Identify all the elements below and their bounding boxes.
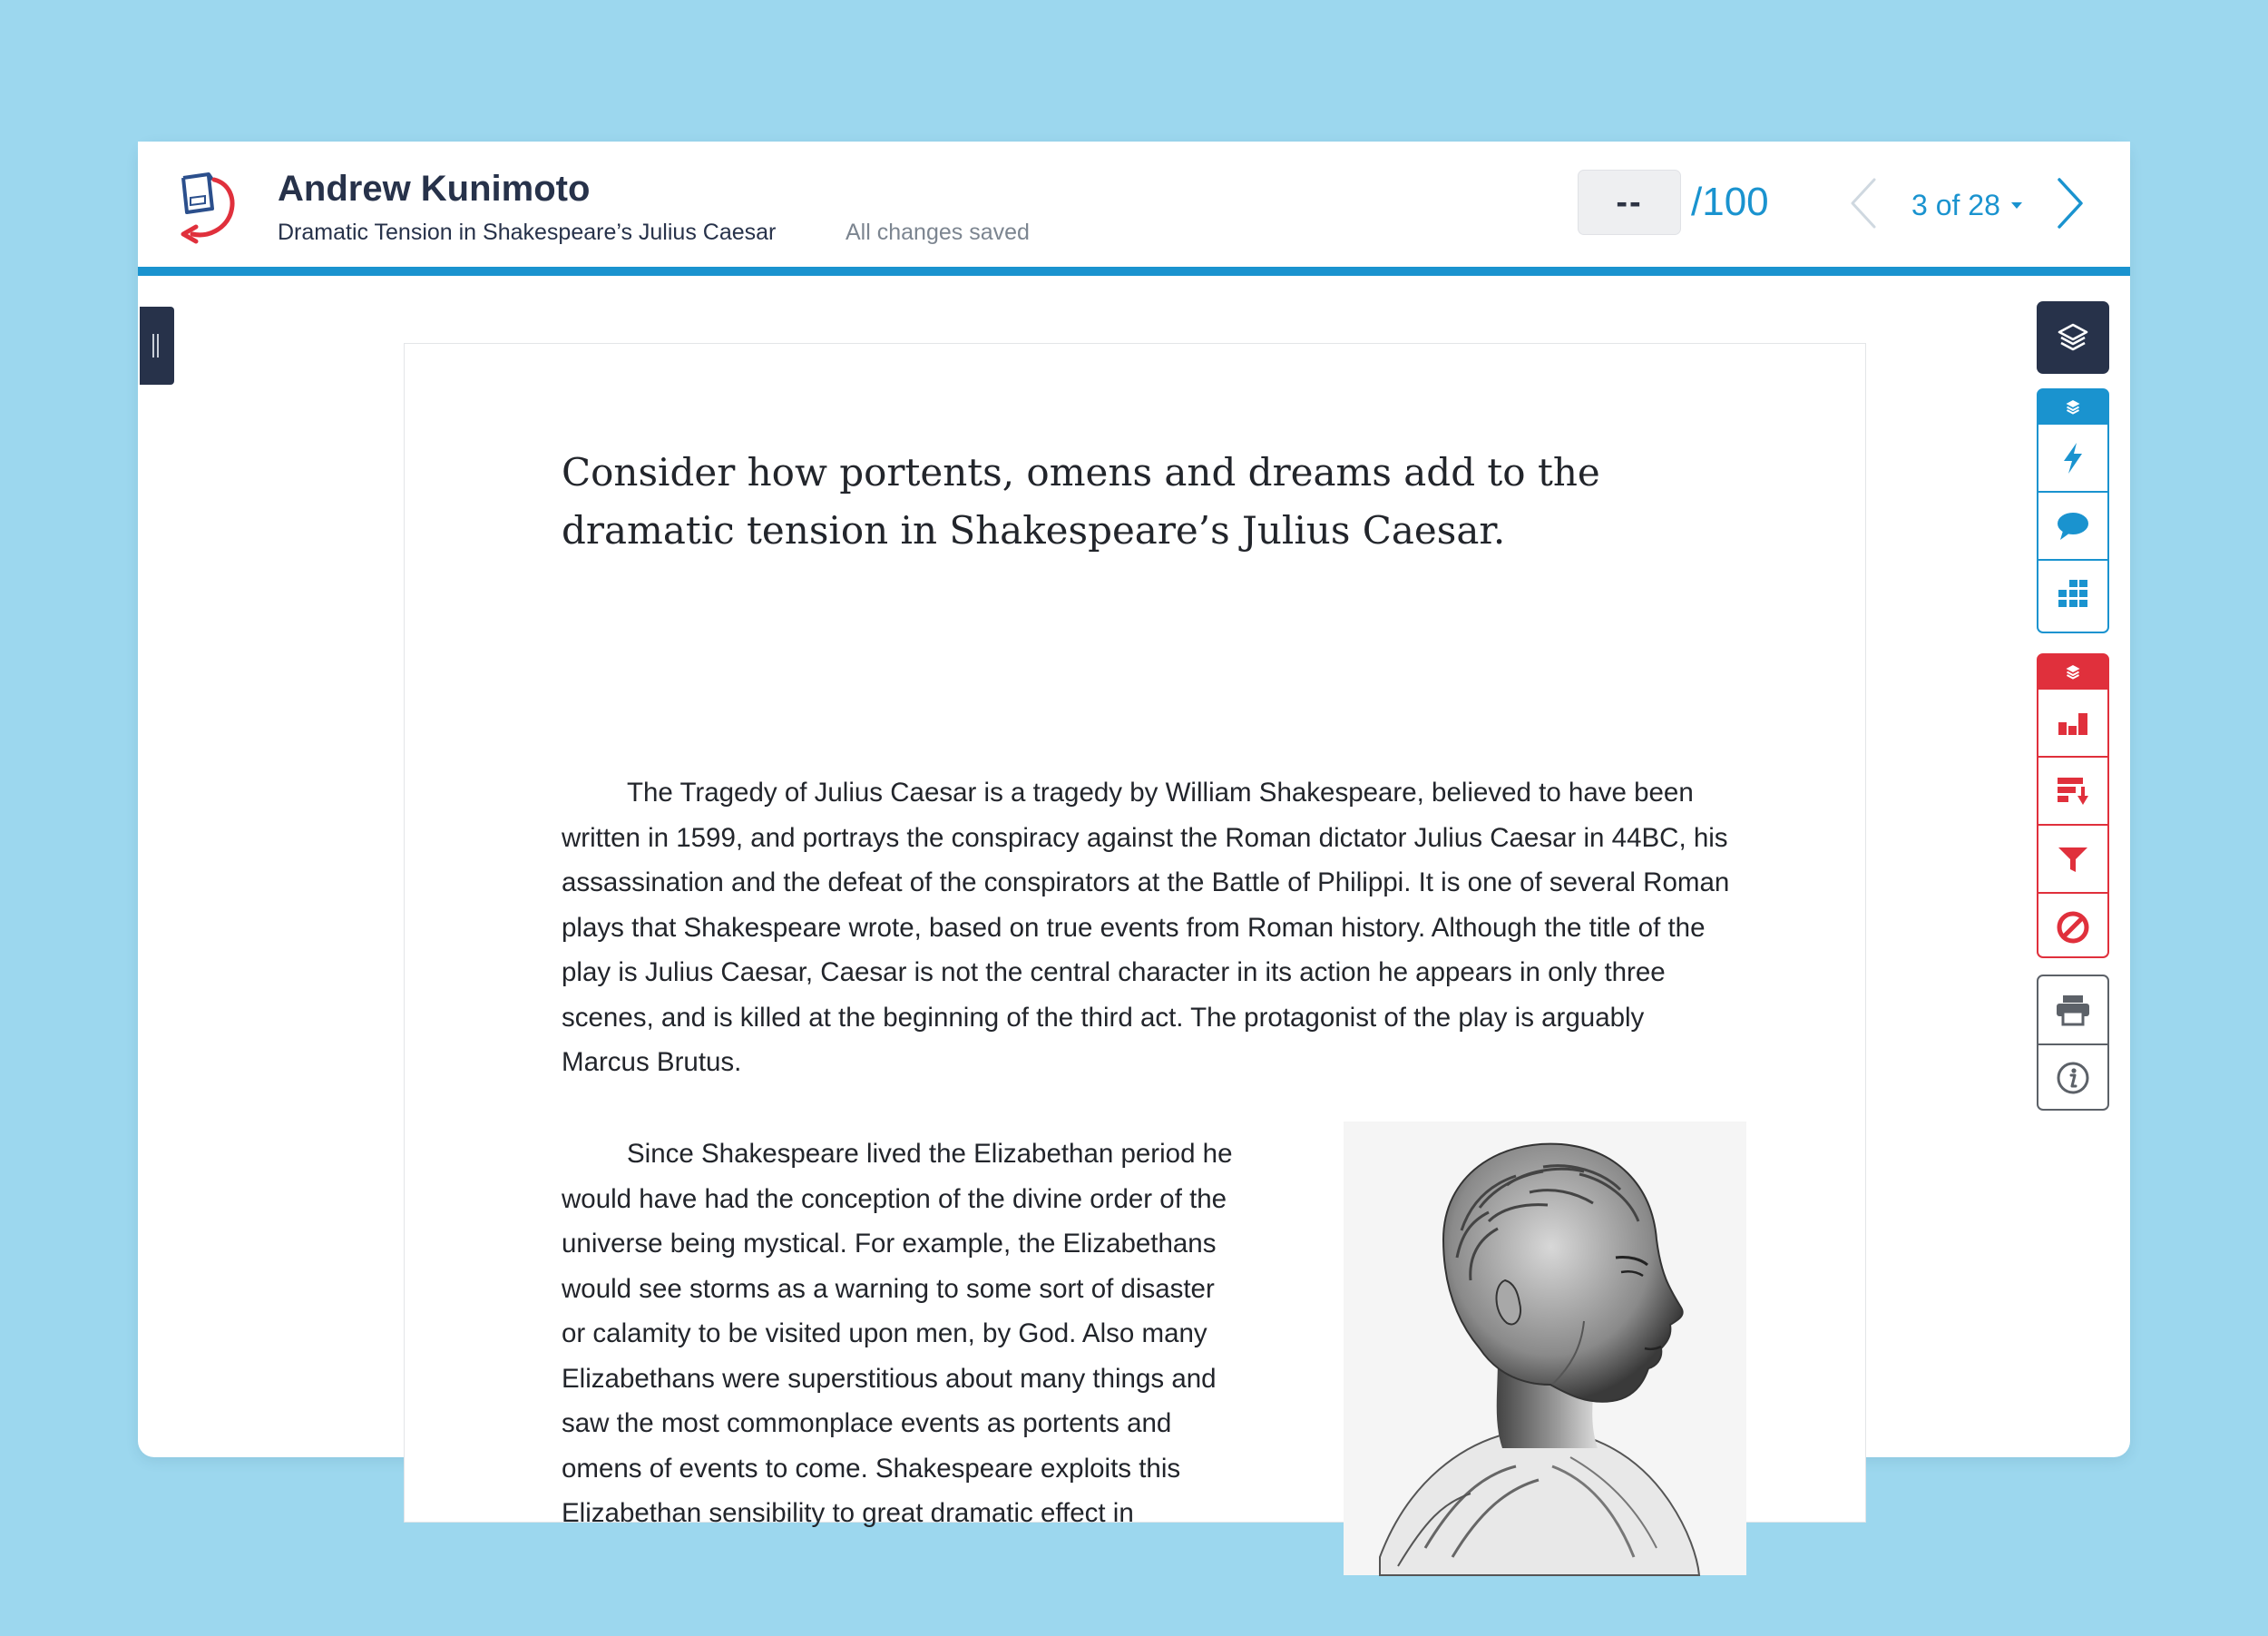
paragraph [562, 1131, 1233, 1536]
score-input[interactable]: -- [1578, 170, 1681, 235]
assignment-title: Dramatic Tension in Shakespeare’s Julius Caesar [278, 220, 777, 245]
header-divider [138, 267, 2130, 276]
sort-button[interactable] [2038, 756, 2107, 824]
block-icon [2056, 910, 2090, 945]
exclude-button[interactable] [2038, 892, 2107, 960]
grid-icon [2057, 580, 2089, 609]
feedback-group-tab[interactable] [2038, 390, 2107, 423]
layers-button[interactable] [2037, 301, 2109, 374]
assignment-prompt: Consider how portents, omens and dreams add to the dramatic tension in Shakespeare’s Julius Caesar. [562, 450, 1600, 553]
filter-icon [2057, 845, 2089, 874]
app-logo-icon [172, 171, 243, 245]
paragraph-text: The Tragedy of Julius Caesar is a tragedy by William Shakespeare, believed to have been written in 1599, and portrays the conspiracy against the Roman dictator Julius Caesar in 44BC, his assassination and the defeat of the conspirators at the Battle of Philippi. It is one of several Roman plays that Shakespeare wrote, based on true events from Roman history. Although the title of the play is Julius Caesar, Caesar is not the central character in its action he appears in only three scenes, and is killed at the beginning of the third act. The protagonist of the play is arguably Marcus Brutus. [562, 778, 1730, 1077]
julius-caesar-portrait [1344, 1122, 1746, 1575]
rubric-button[interactable] [2038, 559, 2107, 627]
chevron-left-icon[interactable] [1845, 176, 1882, 230]
caret-down-icon [2011, 202, 2022, 209]
info-button[interactable] [2038, 1043, 2107, 1111]
bar-chart-icon [2057, 710, 2089, 737]
utility-tool-group [2037, 975, 2109, 1111]
print-icon [2055, 994, 2091, 1026]
comment-button[interactable] [2038, 491, 2107, 559]
layers-icon [2065, 663, 2081, 680]
page-selector[interactable] [1911, 187, 2022, 223]
paragraph-text: Since Shakespeare lived the Elizabethan period he would have had the conception of the divine order of the universe being mystical. For example, the Elizabethans would see storms as a warning to some sort of disaster or calamity to be visited upon men, by God. Also many Elizabethans were superstitious about many things and saw the most commonplace events as portents and omens of events to come. Shakespeare exploits this Elizabethan sensibility to great dramatic effect in [562, 1139, 1233, 1528]
similarity-group-tab[interactable] [2038, 655, 2107, 688]
feedback-tool-group [2037, 388, 2109, 633]
match-overview-button[interactable] [2038, 688, 2107, 756]
grading-window [138, 142, 2130, 1528]
chevron-right-icon[interactable] [2052, 176, 2088, 230]
grip-line [152, 334, 154, 358]
header-bar [138, 142, 2130, 267]
print-button[interactable] [2038, 976, 2107, 1043]
side-drawer-handle[interactable] [140, 307, 174, 385]
info-icon [2056, 1061, 2090, 1095]
quickmarks-button[interactable] [2038, 423, 2107, 491]
page-indicator-label: 3 of 28 [1911, 188, 2000, 221]
comment-icon [2056, 511, 2090, 542]
grip-line [157, 334, 159, 358]
student-name: Andrew Kunimoto [278, 169, 591, 209]
score-max: /100 [1691, 180, 1769, 224]
sort-icon [2056, 776, 2090, 807]
save-status: All changes saved [846, 220, 1030, 245]
layers-icon [2057, 321, 2089, 354]
similarity-tool-group [2037, 653, 2109, 958]
paragraph [562, 770, 1732, 1085]
lightning-icon [2059, 441, 2087, 475]
document-page [404, 343, 1866, 1528]
filter-button[interactable] [2038, 824, 2107, 892]
layers-icon [2065, 398, 2081, 415]
